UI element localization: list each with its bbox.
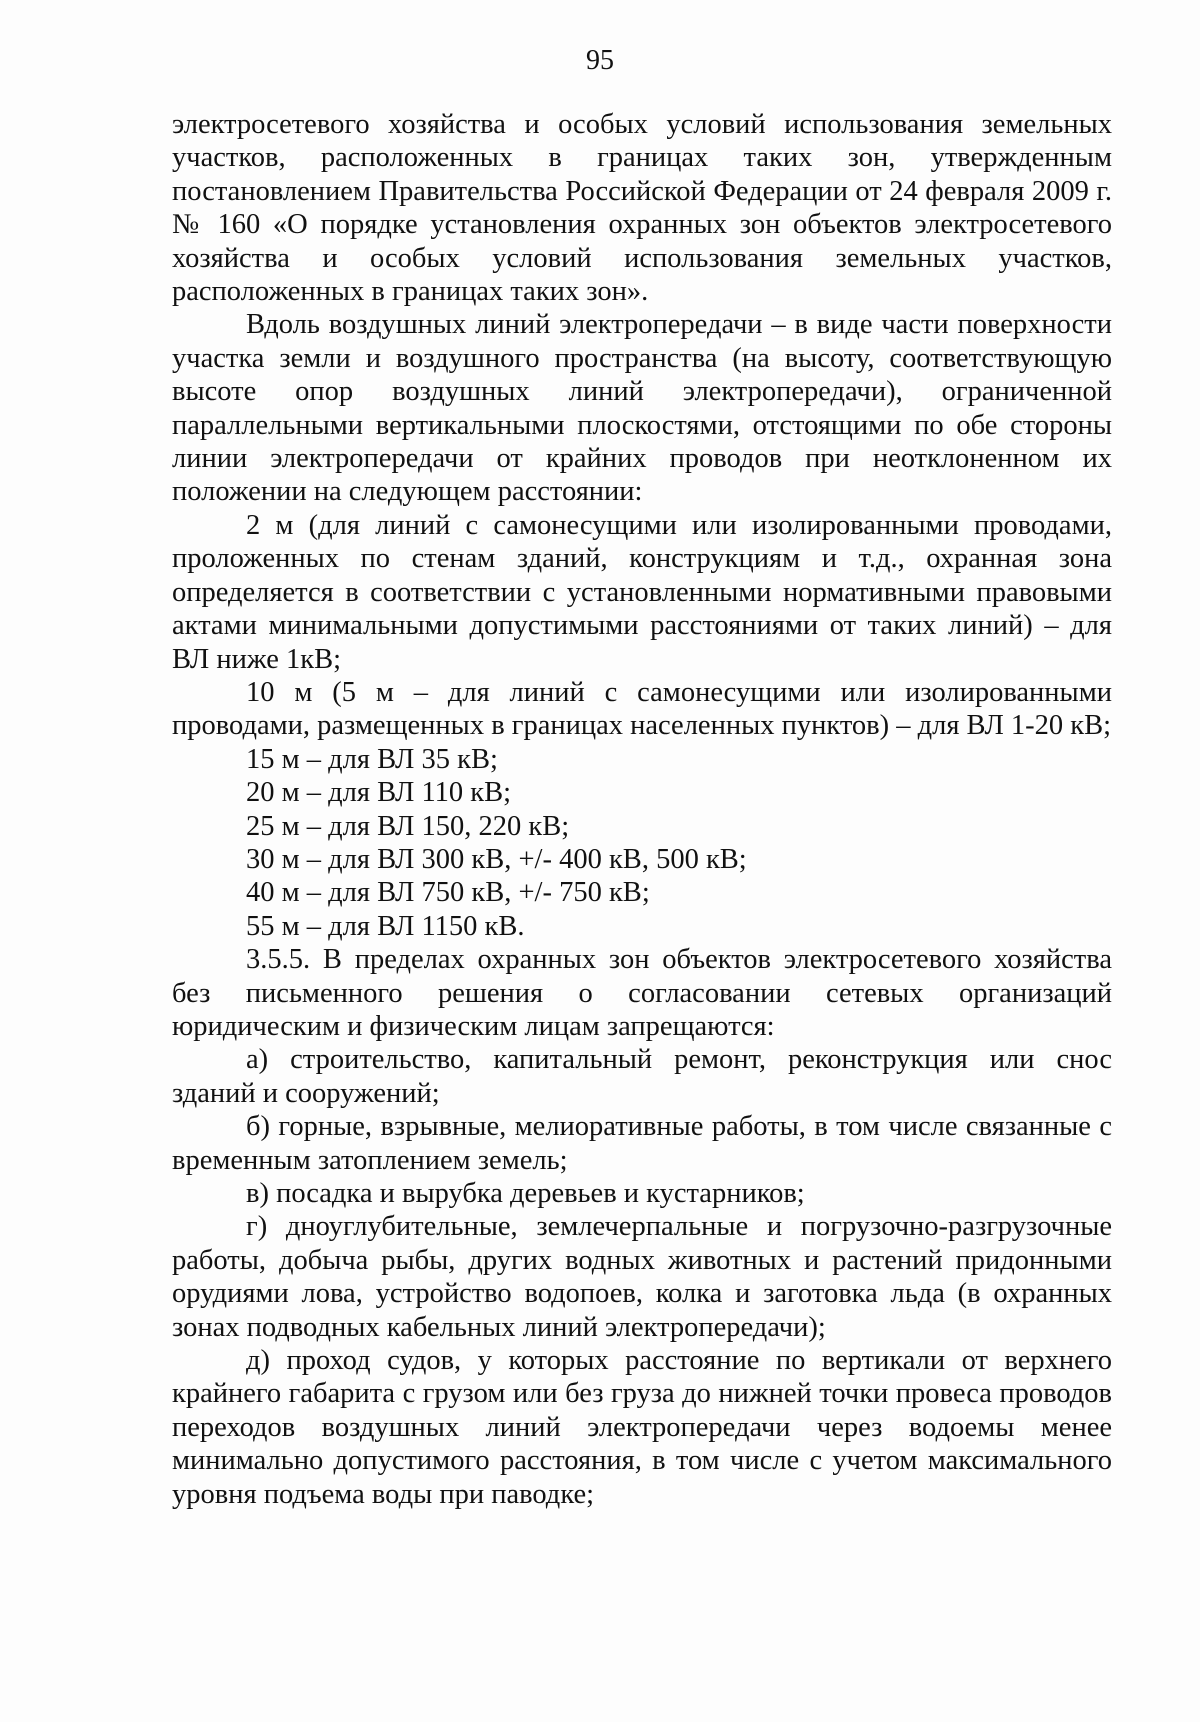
item-v: в) посадка и вырубка деревьев и кустарников; (246, 1178, 805, 1209)
list-item-55m: 55 м – для ВЛ 1150 кВ. (246, 910, 525, 942)
list-item-40m: 40 м – для ВЛ 750 кВ, +/- 750 кВ; (246, 877, 650, 909)
item-g: г) дноуглубительные, землечерпальные и погрузочно-разгрузочные работы, добыча рыбы, других водных животных и растений придонными орудиями лова, устройство водопоев, колка и заготовка льда (в охранных зонах подводных кабельных линий электропередачи); (172, 1211, 1112, 1343)
page-number: 95 (586, 45, 614, 76)
item-a: а) строительство, капитальный ремонт, реконструкция или снос зданий и сооружений; (172, 1044, 1112, 1109)
item-d: д) проход судов, у которых расстояние по вертикали от верхнего крайнего габарита с грузом или без груза до нижней точки провеса проводов переходов воздушных линий электропередачи через водоемы менее минимально допустимого расстояния, в том числе с учетом максимального уровня подъема воды при паводке; (172, 1345, 1112, 1510)
body-text (172, 108, 1112, 1511)
paragraph-overhead-lines: Вдоль воздушных линий электропередачи – в виде части поверхности участка земли и воздушного пространства (на высоту, соответствующую высоте опор воздушных линий электропередачи), ограниченной параллельными вертикальными плоскостями, отстоящими по обе стороны линии электропередачи от крайних проводов при неотклоненном их положении на следующем расстоянии: (172, 309, 1112, 508)
list-item-20m: 20 м – для ВЛ 110 кВ; (246, 777, 512, 809)
section-3-5-5: 3.5.5. В пределах охранных зон объектов электросетевого хозяйства без письменного решения о согласовании сетевых организаций юридическим и физическим лицам запрещаются: (172, 944, 1112, 1042)
list-item-15m: 15 м – для ВЛ 35 кВ; (246, 743, 498, 775)
paragraph-continuation: электросетевого хозяйства и особых условий использования земельных участков, расположенных в границах таких зон, утвержденным постановлением Правительства Российской Федерации от 24 февраля 2009 г. № 160 «О порядке установления охранных зон объектов электросетевого хозяйства и особых условий использования земельных участков, расположенных в границах таких зон». (172, 109, 1112, 308)
list-item-25m: 25 м – для ВЛ 150, 220 кВ; (246, 810, 570, 842)
paragraph-10m: 10 м (5 м – для линий с самонесущими или изолированными проводами, размещенных в границах населенных пунктов) – для ВЛ 1-20 кВ; (172, 676, 1112, 742)
paragraph-2m: 2 м (для линий с самонесущими или изолированными проводами, проложенных по стенам зданий, конструкциям и т.д., охранная зона определяется в соответствии с установленными нормативными правовыми актами минимальными допустимыми расстояниями от таких линий) – для ВЛ ниже 1кВ; (172, 509, 1112, 675)
list-item-30m: 30 м – для ВЛ 300 кВ, +/- 400 кВ, 500 кВ; (246, 843, 747, 875)
item-b: б) горные, взрывные, мелиоративные работы, в том числе связанные с временным затоплением земель; (172, 1111, 1112, 1176)
